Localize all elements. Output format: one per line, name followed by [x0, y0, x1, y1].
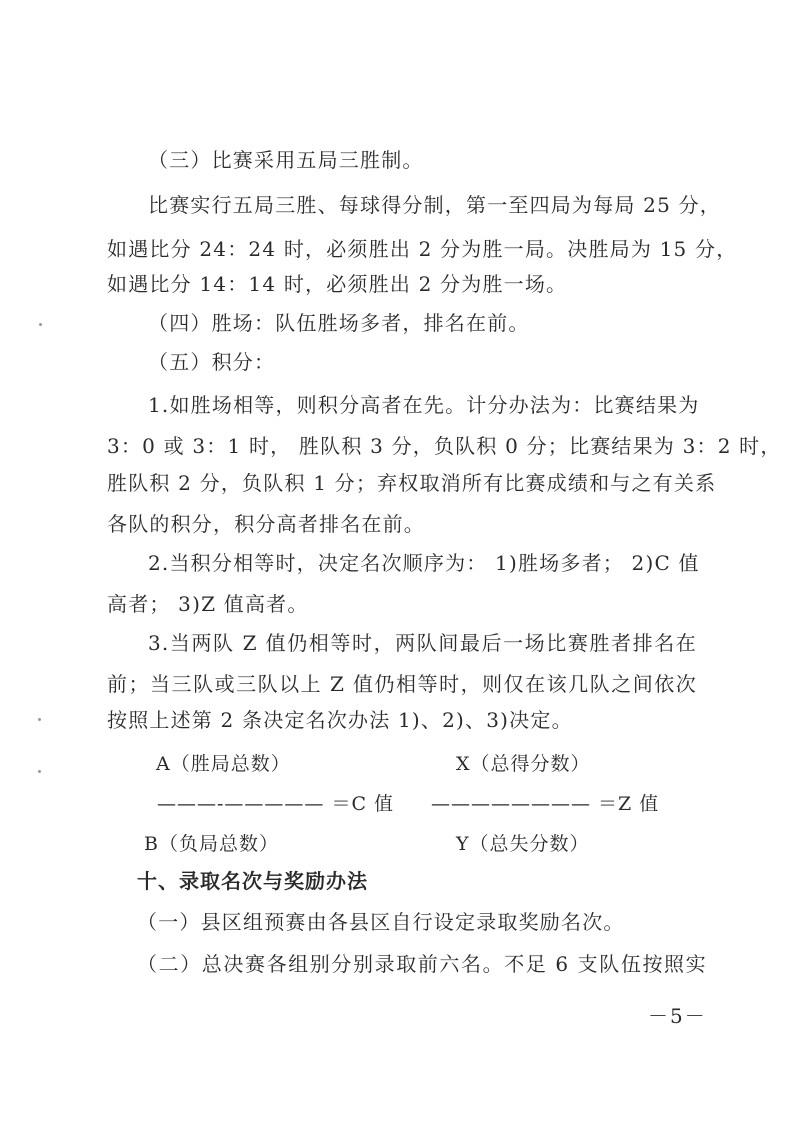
- rule-wins-heading: （四）胜场：队伍胜场多者，排名在前。: [148, 311, 530, 335]
- page-number: －5－: [648, 1004, 707, 1028]
- scan-speck: [38, 718, 41, 721]
- points-rule-line-1: 1.如胜场相等，则积分高者在先。计分办法为：比赛结果为: [148, 393, 700, 417]
- points-rule-line-4: 各队的积分，积分高者排名在前。: [107, 512, 425, 536]
- scan-speck: [39, 323, 42, 326]
- section-10-heading: 十、录取名次与奖励办法: [137, 869, 368, 893]
- rule-best-of-five-heading: （三）比赛采用五局三胜制。: [148, 148, 424, 172]
- tie-rule-line-1: 3.当两队 Z 值仍相等时，两队间最后一场比赛胜者排名在: [148, 631, 697, 655]
- tie-rule-line-2: 前；当三队或三队以上 Z 值仍相等时，则仅在该几队之间依次: [107, 672, 697, 696]
- c-value-numerator: A（胜局总数）: [156, 753, 291, 775]
- scoring-rule-line-1: 比赛实行五局三胜、每球得分制，第一至四局为每局 25 分，: [148, 193, 721, 217]
- award-item-1: （一）县区组预赛由各县区自行设定录取奖励名次。: [137, 910, 625, 934]
- scoring-rule-line-2: 如遇比分 24：24 时，必须胜出 2 分为胜一局。决胜局为 15 分，: [107, 237, 738, 261]
- scoring-rule-line-3: 如遇比分 14：14 时，必须胜出 2 分为胜一场。: [107, 272, 568, 296]
- scan-speck: [38, 770, 41, 773]
- points-rule-line-3: 胜队积 2 分，负队积 1 分；弃权取消所有比赛成绩和与之有关系: [107, 471, 717, 495]
- ranking-order-line-2: 高者； 3)Z 值高者。: [107, 592, 309, 616]
- tie-rule-line-3: 按照上述第 2 条决定名次办法 1)、2)、3)决定。: [107, 708, 573, 732]
- c-value-fraction: ———-————— ＝C 值: [157, 793, 395, 815]
- z-value-denominator: Y（总失分数）: [456, 833, 590, 855]
- rule-points-heading: （五）积分：: [148, 350, 276, 374]
- ranking-order-line-1: 2.当积分相等时，决定名次顺序为： 1)胜场多者； 2)C 值: [148, 551, 700, 575]
- points-rule-line-2: 3：0 或 3：1 时， 胜队积 3 分，负队积 0 分；比赛结果为 3：2 时，: [107, 434, 782, 458]
- z-value-numerator: X（总得分数）: [456, 753, 591, 775]
- z-value-fraction: ———————— ＝Z 值: [431, 793, 660, 815]
- c-value-denominator: B（负局总数）: [144, 833, 279, 855]
- award-item-2: （二）总决赛各组别分别录取前六名。不足 6 支队伍按照实: [137, 952, 708, 976]
